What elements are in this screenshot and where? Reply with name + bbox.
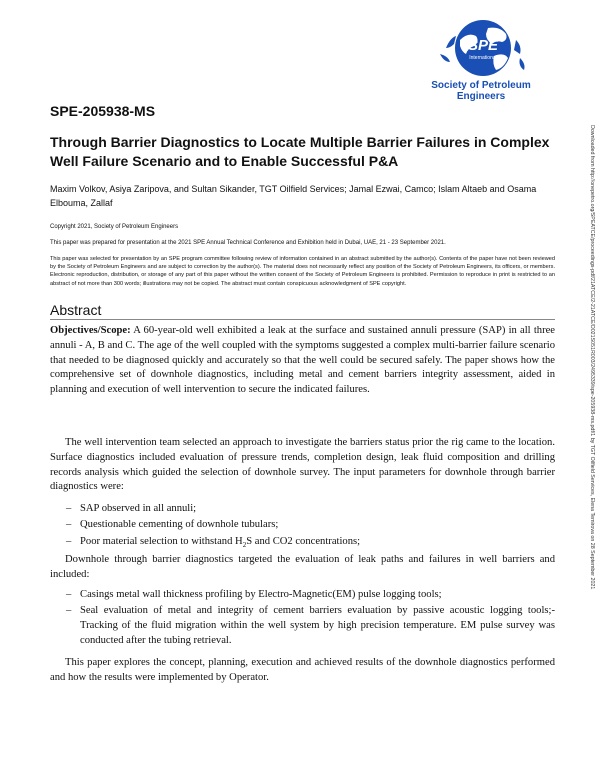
abstract-paragraph-3: Downhole through barrier diagnostics targeted the evaluation of leak paths and failures in well barriers and included:	[50, 554, 555, 580]
paper-title: Through Barrier Diagnostics to Locate Multiple Barrier Failures in Complex Well Failure Scenario and to Enable Successful P&A	[50, 134, 550, 169]
objectives-label: Objectives/Scope:	[50, 325, 131, 336]
list-item: – Casings metal wall thickness profiling by Electro-Magnetic(EM) pulse logging tools;	[66, 589, 442, 600]
input-parameters-list	[66, 502, 555, 554]
logo-mark-subtext: International	[469, 55, 497, 61]
logo-mark-text: SPE	[467, 37, 499, 54]
copyright-line: Copyright 2021, Society of Petroleum Engineers	[50, 224, 179, 230]
list-item: – Questionable cementing of downhole tubulars;	[66, 519, 279, 531]
list-item: – Seal evaluation of metal and integrity of cement barriers evaluation by passive acoustic logging tools;- Tracking of the fluid migration within the well system by high precision temperature. EM pulse survey was conducted after the tubing retrieval.	[66, 605, 555, 646]
review-notice: This paper was selected for presentation by an SPE program committee following review of information contained in an abstract submitted by the author(s). Contents of the paper have not been reviewed by the Society of Petroleum Engineers and are subject to correction by the author(s). The material does not necessarily reflect any position of the Society of Petroleum Engineers, its officers, or members. Electronic reproduction, distribution, or storage of any part of this paper without the written consent of the Society of Petroleum Engineers is prohibited. Permission to reproduce in print is restricted to an abstract of not more than 300 words; illustrations may not be copied. The abstract must contain conspicuous acknowledgment of SPE copyright.	[50, 256, 555, 287]
org-name: Society of Petroleum Engineers	[431, 80, 531, 102]
objectives-text: A 60-year-old well exhibited a leak at the surface and sustained annuli pressure (SAP) in all three annuli - A, B and C. The age of the well coupled with the symptoms suggested a complex multi-barrier failure scenario that needed to be diagnosed quickly and accurately so that the well could be secured safely. The paper shows how the comprehensive set of downhole diagnostics, including metal and cement barriers integrity assessment, aided in planning and execution of well intervention to secure the indicated failures.	[50, 325, 555, 396]
diagnostics-list	[66, 588, 555, 650]
list-item: – Poor material selection to withstand $H_2S$ and CO2 concentrations;	[66, 535, 361, 549]
abstract-heading: Abstract	[50, 302, 102, 318]
list-item: – SAP observed in all annuli;	[66, 503, 197, 514]
abstract-paragraph-2: The well intervention team selected an approach to investigate the barriers status prior the rig came to the location. Surface diagnostics included evaluation of pressure trends, completion design, leak fluid composition and drilling records analysis which guided the selection of downhole survey. The input parameters for downhole through barrier diagnostics were:	[50, 437, 555, 493]
authors: Maxim Volkov, Asiya Zaripova, and Sultan Sikander, TGT Oilfield Services; Jamal Ezwai, Camco; Islam Altaeb and Osama Elbouma, Zallaf	[50, 184, 537, 208]
download-watermark: Downloaded from http://onepetro.org/SPEATCE/proceedings-pdf/21ATCE/2-21ATCE/D021S051R003/2495339/spe-205938-ms.pdf/1 by TGT Oilfield Services, Elena Temirova on 28 September 2021	[589, 125, 595, 590]
presentation-note: This paper was prepared for presentation at the 2021 SPE Annual Technical Conference and Exhibition held in Dubai, UAE, 21 - 23 September 2021.	[50, 240, 446, 246]
abstract-paragraph-1	[50, 324, 555, 398]
heading-divider	[50, 319, 555, 320]
paper-id: SPE-205938-MS	[50, 103, 156, 119]
abstract-paragraph-4: This paper explores the concept, planning, execution and achieved results of the downhole diagnostics performed and how the results were implemented by Operator.	[50, 657, 555, 683]
